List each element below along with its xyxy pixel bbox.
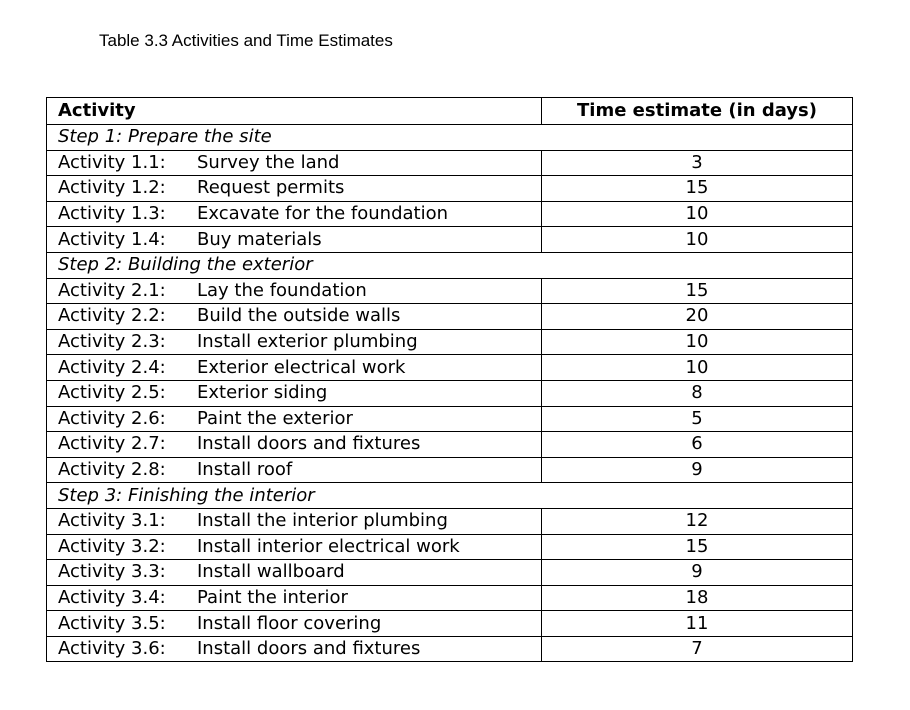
table-caption: Table 3.3 Activities and Time Estimates — [99, 31, 393, 50]
activity-cell — [47, 457, 542, 483]
time-estimate-cell: 5 — [542, 406, 853, 432]
table-row — [47, 329, 853, 355]
activity-id: Activity 3.5: — [58, 612, 166, 634]
activity-id: Activity 2.1: — [58, 279, 166, 301]
table-row — [47, 380, 853, 406]
time-estimate-cell: 3 — [542, 150, 853, 176]
time-estimate-cell: 12 — [542, 508, 853, 534]
activity-id: Activity 3.4: — [58, 586, 166, 608]
time-estimate-cell: 11 — [542, 611, 853, 637]
activity-name: Excavate for the foundation — [197, 203, 449, 225]
table-row — [47, 560, 853, 586]
activity-name: Install wallboard — [197, 561, 345, 583]
activity-name: Build the outside walls — [197, 305, 401, 327]
table-row — [47, 432, 853, 458]
step-label: Step 2: Building the exterior — [47, 252, 853, 278]
activity-name: Exterior siding — [197, 382, 328, 404]
activity-cell — [47, 329, 542, 355]
activity-id: Activity 2.8: — [58, 459, 166, 481]
table-row — [47, 534, 853, 560]
activity-cell — [47, 278, 542, 304]
table-row — [47, 201, 853, 227]
activity-name: Install the interior plumbing — [197, 510, 448, 532]
activity-name: Install doors and fixtures — [197, 433, 421, 455]
time-estimate-cell: 18 — [542, 585, 853, 611]
time-estimate-cell: 15 — [542, 534, 853, 560]
activity-column-header: Activity — [47, 98, 542, 125]
activity-id: Activity 2.4: — [58, 356, 166, 378]
time-estimate-cell: 20 — [542, 304, 853, 330]
table-row — [47, 636, 853, 662]
time-estimate-cell: 8 — [542, 380, 853, 406]
activity-id: Activity 3.6: — [58, 638, 166, 660]
step-row — [47, 483, 853, 509]
activity-id: Activity 2.3: — [58, 331, 166, 353]
activity-id: Activity 2.2: — [58, 305, 166, 327]
activity-id: Activity 1.3: — [58, 203, 166, 225]
time-estimate-column-header: Time estimate (in days) — [542, 98, 853, 125]
step-row — [47, 252, 853, 278]
activity-cell — [47, 406, 542, 432]
activity-name: Install floor covering — [197, 612, 382, 634]
activity-id: Activity 2.5: — [58, 382, 166, 404]
activity-cell — [47, 636, 542, 662]
table-row — [47, 176, 853, 202]
table-row — [47, 304, 853, 330]
time-estimate-cell: 10 — [542, 355, 853, 381]
activity-id: Activity 1.2: — [58, 177, 166, 199]
activity-name: Lay the foundation — [197, 279, 367, 301]
activity-name: Exterior electrical work — [197, 356, 406, 378]
activity-name: Paint the interior — [197, 586, 348, 608]
activity-name: Survey the land — [197, 151, 340, 173]
time-estimate-cell: 10 — [542, 227, 853, 253]
activity-name: Request permits — [197, 177, 345, 199]
activity-id: Activity 2.7: — [58, 433, 166, 455]
time-estimate-cell: 6 — [542, 432, 853, 458]
activity-id: Activity 1.4: — [58, 228, 166, 250]
time-estimate-cell: 9 — [542, 560, 853, 586]
time-estimate-cell: 10 — [542, 329, 853, 355]
activity-cell — [47, 304, 542, 330]
table-header-row — [47, 98, 853, 125]
table-row — [47, 457, 853, 483]
activity-cell — [47, 380, 542, 406]
table-row — [47, 611, 853, 637]
activity-id: Activity 3.1: — [58, 510, 166, 532]
activity-id: Activity 3.3: — [58, 561, 166, 583]
step-label: Step 1: Prepare the site — [47, 125, 853, 151]
time-estimate-cell: 10 — [542, 201, 853, 227]
activity-id: Activity 3.2: — [58, 535, 166, 557]
activity-cell — [47, 432, 542, 458]
activity-name: Paint the exterior — [197, 407, 353, 429]
table-row — [47, 355, 853, 381]
activity-name: Install exterior plumbing — [197, 331, 418, 353]
activity-cell — [47, 534, 542, 560]
activity-cell — [47, 508, 542, 534]
activity-cell — [47, 176, 542, 202]
activities-table — [46, 97, 853, 662]
activity-name: Install interior electrical work — [197, 535, 460, 557]
activity-cell — [47, 355, 542, 381]
activity-cell — [47, 611, 542, 637]
table-row — [47, 406, 853, 432]
step-row — [47, 125, 853, 151]
activity-name: Install roof — [197, 459, 293, 481]
time-estimate-cell: 15 — [542, 176, 853, 202]
table-row — [47, 508, 853, 534]
table-row — [47, 150, 853, 176]
time-estimate-cell: 7 — [542, 636, 853, 662]
time-estimate-cell: 15 — [542, 278, 853, 304]
activity-cell — [47, 150, 542, 176]
time-estimate-cell: 9 — [542, 457, 853, 483]
activity-name: Install doors and fixtures — [197, 638, 421, 660]
activity-cell — [47, 560, 542, 586]
table-row — [47, 227, 853, 253]
activity-id: Activity 1.1: — [58, 151, 166, 173]
table-row — [47, 585, 853, 611]
activity-cell — [47, 585, 542, 611]
step-label: Step 3: Finishing the interior — [47, 483, 853, 509]
table-row — [47, 278, 853, 304]
activity-cell — [47, 201, 542, 227]
activity-name: Buy materials — [197, 228, 322, 250]
activity-id: Activity 2.6: — [58, 407, 166, 429]
activity-cell — [47, 227, 542, 253]
